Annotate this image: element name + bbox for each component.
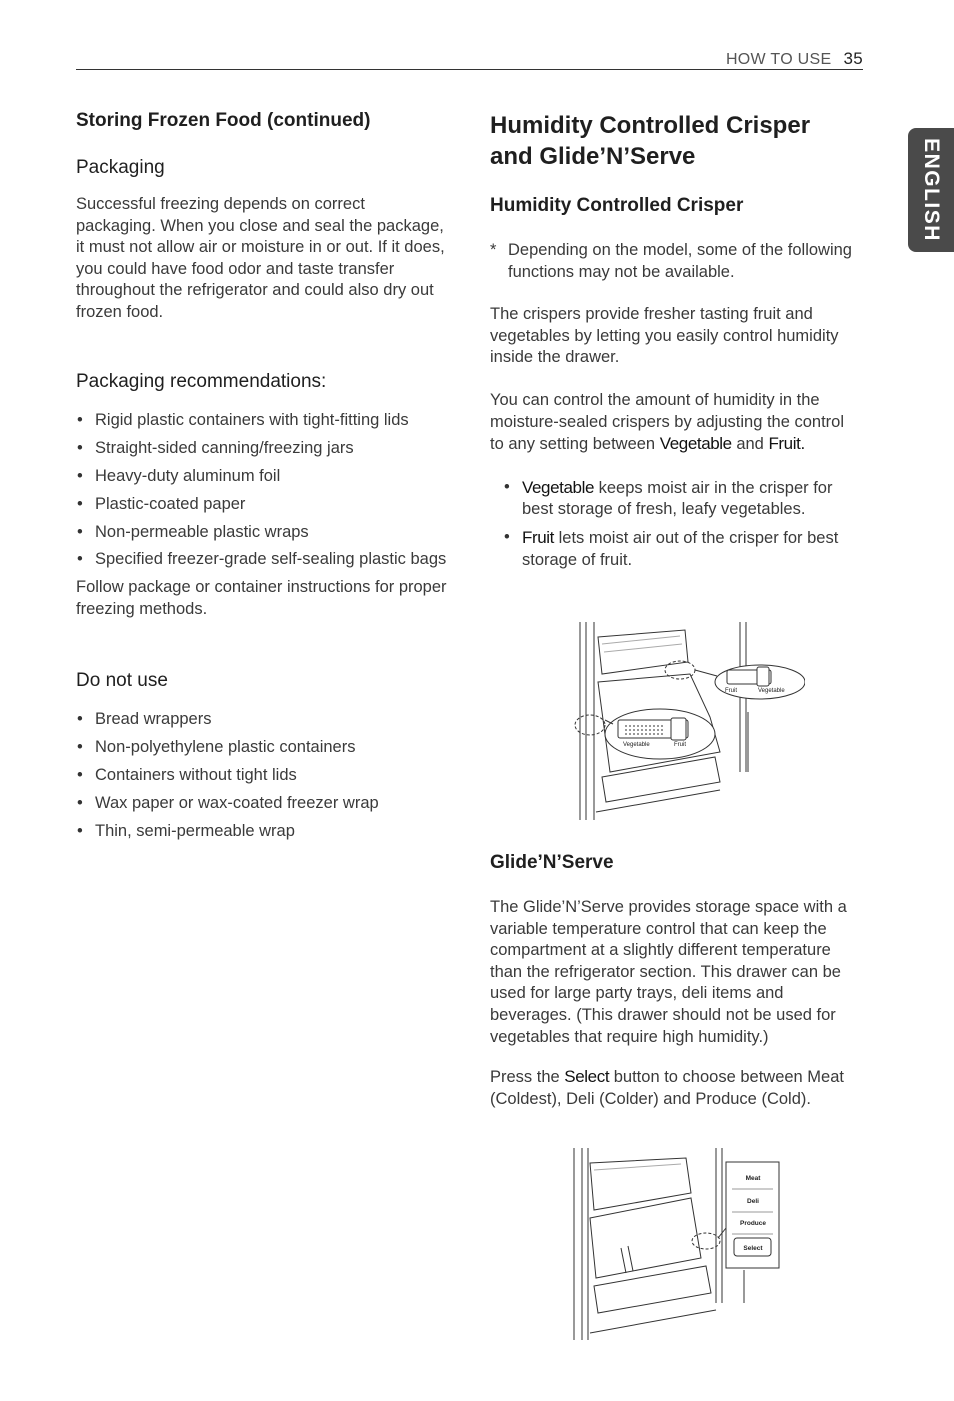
crisper-text-2 [490, 390, 862, 456]
list-item: • Heavy-duty aluminum foil [76, 466, 448, 488]
language-tab [908, 128, 954, 252]
deli-label: Deli [747, 1198, 759, 1205]
glass-shelf [590, 1158, 691, 1210]
vegetable-setting-term: Vegetable [522, 477, 595, 497]
packaging-heading: Packaging [76, 157, 165, 178]
list-item [503, 477, 862, 521]
select-instructions [490, 1066, 862, 1110]
list-item: • Non-polyethylene plastic containers [76, 737, 448, 759]
glide-n-serve-heading: Glide’N’Serve [490, 852, 614, 873]
list-item: • Bread wrappers [76, 709, 448, 731]
humidity-settings-list [503, 477, 862, 572]
note-asterisk: * [490, 241, 497, 259]
glass-reflection [602, 636, 682, 652]
glass-reflection [594, 1164, 681, 1170]
packaging-text: Successful freezing depends on correct packaging. When you close and seal the package, it must not allow air or moisture in or out. If it does, you could have food odor and taste transfer throughout the refrigerator and could also dry out frozen food. [76, 195, 445, 321]
fruit-setting-term: Fruit [522, 528, 555, 548]
press-text: Press the [490, 1068, 565, 1087]
crisper-heading: Humidity Controlled Crisper [490, 195, 744, 216]
drawer-front [594, 1266, 711, 1313]
packaging-recommendations-heading: Packaging recommendations: [76, 370, 327, 392]
press-text-rest: button to choose between Meat (Coldest), Deli (Colder) and Produce (Cold). [490, 1068, 844, 1108]
glide-n-serve-illustration [566, 1148, 786, 1340]
page-header [726, 49, 863, 69]
list-item: • Thin, semi-permeable wrap [76, 821, 448, 843]
crisper-text-2-body: You can control the amount of humidity in the moisture-sealed crispers by adjusting the control to any setting between [490, 390, 845, 454]
meat-label: Meat [745, 1175, 761, 1182]
left-column [76, 108, 448, 849]
drawer-front [602, 757, 720, 802]
slider-knob-bottom [671, 718, 686, 740]
list-item [503, 527, 862, 571]
glide-n-serve-section [490, 850, 862, 1110]
storing-frozen-food-title: Storing Frozen Food (continued) [76, 110, 371, 131]
list-item: • Non-permeable plastic wraps [76, 522, 448, 544]
list-item: • Specified freezer-grade self-sealing plastic bags [76, 549, 448, 571]
glide-n-serve-text: The Glide’N’Serve provides storage space with a variable temperature control that can keep the compartment at a slightly different temperature than the refrigerator section. This drawer can be used for large party trays, deli items and beverages. (This drawer should not be used for vegetables that require high humidity.) [490, 898, 847, 1046]
serve-drawer [590, 1198, 701, 1278]
select-term: Select [564, 1067, 610, 1087]
vegetable-label-top: Vegetable [758, 688, 785, 694]
list-item: • Plastic-coated paper [76, 494, 448, 516]
fruit-label-bottom: Fruit [674, 742, 686, 748]
vegetable-term: Vegetable [659, 434, 732, 454]
select-label: Select [743, 1245, 763, 1252]
and-word: and [731, 435, 769, 454]
crisper-text-1: The crispers provide fresher tasting fruit and vegetables by letting you easily control humidity inside the drawer. [490, 305, 839, 367]
drawer-bottom [590, 1310, 716, 1333]
list-item: • Rigid plastic containers with tight-fitting lids [76, 410, 448, 432]
drawer-divider [621, 1246, 633, 1273]
note-text: Depending on the model, some of the following functions may not be available. [508, 241, 852, 281]
control-callout [665, 661, 695, 679]
fruit-label-top: Fruit [725, 688, 737, 694]
vegetable-label-bottom: Vegetable [623, 742, 650, 748]
slider-knob-top [757, 667, 769, 686]
do-not-use-heading: Do not use [76, 669, 168, 691]
language-label: ENGLISH [920, 138, 943, 242]
section-title-line1: Humidity Controlled Crisper [490, 112, 811, 139]
crisper-illustration [570, 622, 805, 820]
follow-instructions-text: Follow package or container instructions for proper freezing methods. [76, 578, 447, 619]
fruit-term: Fruit. [768, 434, 805, 454]
section-title [490, 110, 862, 172]
list-item: • Straight-sided canning/freezing jars [76, 438, 448, 460]
list-item: • Containers without tight lids [76, 765, 448, 787]
header-rule [76, 69, 863, 70]
model-note [490, 240, 862, 283]
callout-connector [695, 670, 717, 676]
right-column [490, 110, 862, 578]
do-not-use-list [76, 709, 448, 843]
list-item: • Wax paper or wax-coated freezer wrap [76, 793, 448, 815]
fruit-setting-text: lets moist air out of the crisper for best storage of fruit. [522, 529, 839, 569]
section-name: HOW TO USE [725, 51, 832, 68]
page-number: 35 [843, 49, 863, 68]
vegetable-setting-text: keeps moist air in the crisper for best storage of fresh, leafy vegetables. [522, 478, 833, 519]
section-title-line2: and Glide’N’Serve [490, 143, 696, 170]
produce-label: Produce [739, 1220, 767, 1227]
recommendations-list [76, 410, 448, 572]
